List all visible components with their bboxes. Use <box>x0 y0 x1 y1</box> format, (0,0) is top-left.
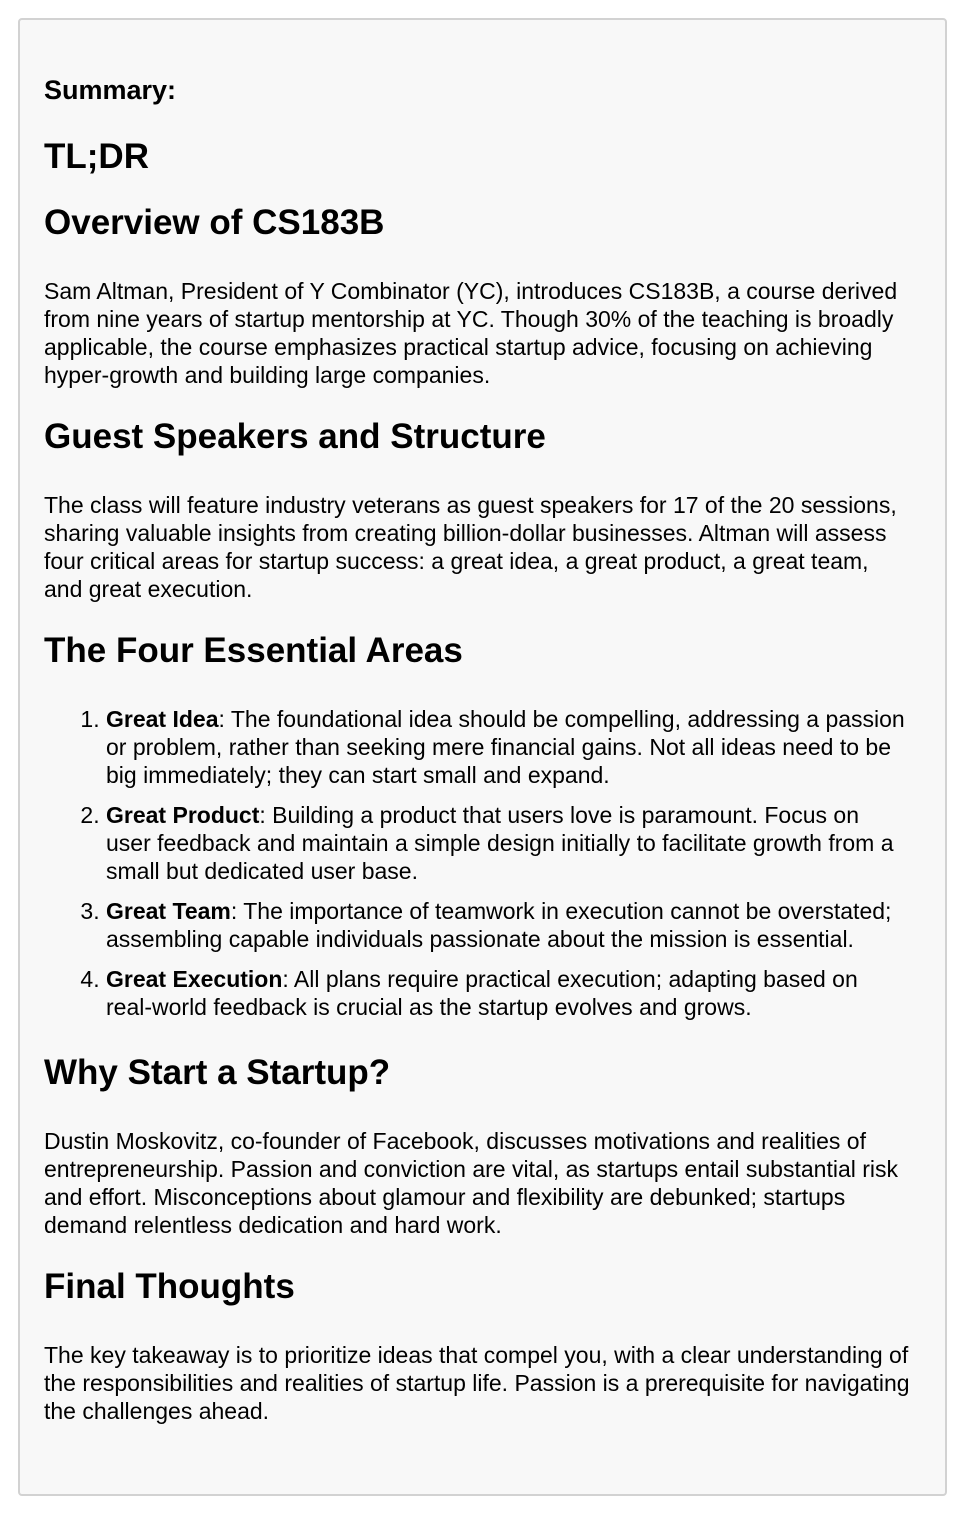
final-thoughts-heading: Final Thoughts <box>44 1267 295 1306</box>
why-startup-text: Dustin Moskovitz, co-founder of Facebook, discusses motivations and realities of entrepreneurship. Passion and conviction are vital, as startups entail substantial risk and effort. Misconceptions about glamour and flexibility are debunked; startups demand relentless dedication and hard work. <box>44 1128 899 1238</box>
summary-content <box>44 136 910 1452</box>
area-description: : All plans require practical execution; adapting based on real-world feedback is crucial as the startup evolves and grows. <box>106 966 858 1020</box>
final-thoughts-text: The key takeaway is to prioritize ideas that compel you, with a clear understanding of the responsibilities and realities of startup life. Passion is a prerequisite for navigating the challenges ahead. <box>44 1342 910 1424</box>
overview-text: Sam Altman, President of Y Combinator (YC), introduces CS183B, a course derived from nine years of startup mentorship at YC. Though 30% of the teaching is broadly applicable, the course emphasizes practical startup advice, focusing on achieving hyper-growth and building large companies. <box>44 278 898 388</box>
why-startup-heading: Why Start a Startup? <box>44 1053 391 1092</box>
area-term: Great Product <box>106 802 260 828</box>
four-areas-list <box>44 705 910 1021</box>
area-term: Great Idea <box>106 706 219 732</box>
list-item <box>106 801 910 885</box>
summary-card <box>18 18 947 1496</box>
list-item <box>106 965 910 1021</box>
area-description: : Building a product that users love is paramount. Focus on user feedback and maintain a simple design initially to facilitate growth from a small but dedicated user base. <box>106 802 894 884</box>
list-item <box>106 897 910 953</box>
area-description: : The foundational idea should be compelling, addressing a passion or problem, rather than seeking mere financial gains. Not all ideas need to be big immediately; they can start small and expand. <box>106 706 905 788</box>
four-areas-heading: The Four Essential Areas <box>44 631 463 670</box>
guest-speakers-text: The class will feature industry veterans as guest speakers for 17 of the 20 sessions, sharing valuable insights from creating billion-dollar businesses. Altman will assess four critical areas for startup success: a great idea, a great product, a great team, and great execution. <box>44 492 897 602</box>
area-term: Great Execution <box>106 966 283 992</box>
overview-heading: Overview of CS183B <box>44 203 385 242</box>
guest-speakers-heading: Guest Speakers and Structure <box>44 417 546 456</box>
summary-label: Summary: <box>44 75 177 105</box>
list-item <box>106 705 910 789</box>
area-description: : The importance of teamwork in execution cannot be overstated; assembling capable individuals passionate about the mission is essential. <box>106 898 892 952</box>
area-term: Great Team <box>106 898 231 924</box>
tldr-heading: TL;DR <box>44 137 149 176</box>
